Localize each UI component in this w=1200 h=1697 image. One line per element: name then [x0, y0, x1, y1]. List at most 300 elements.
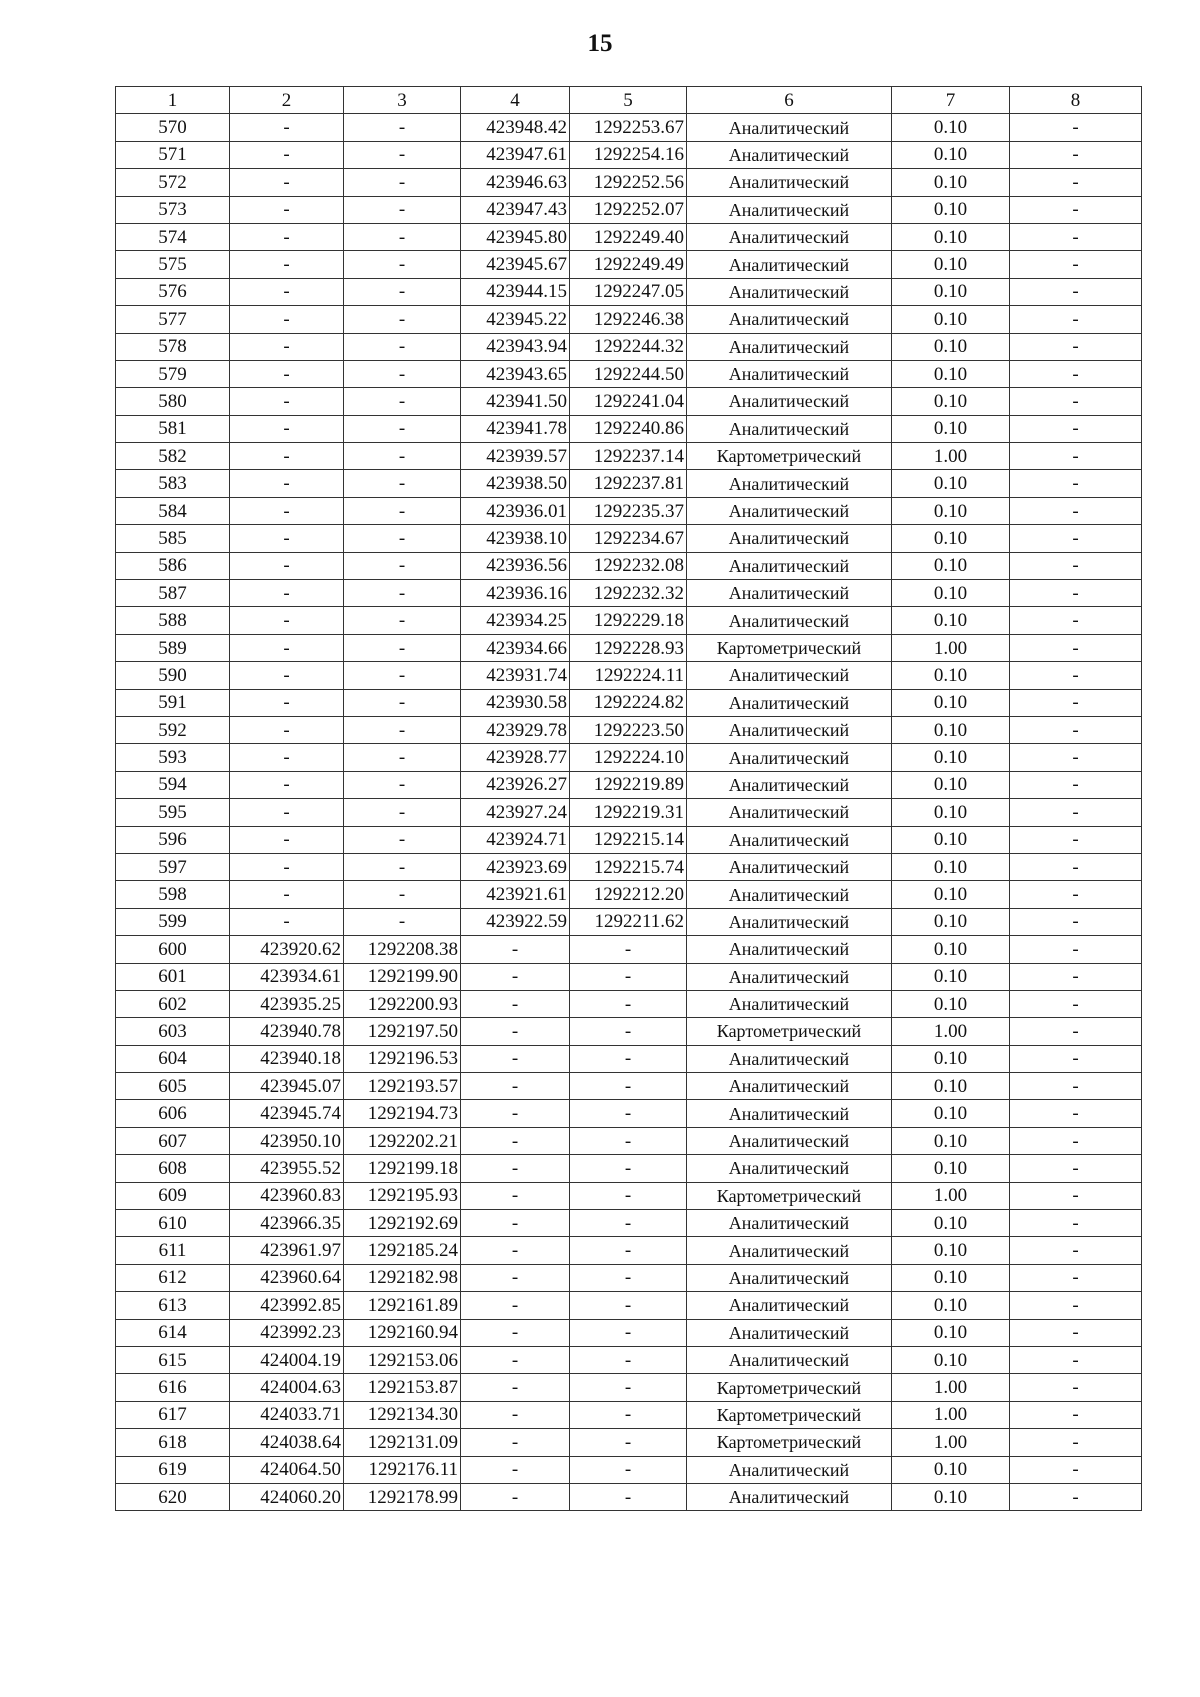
method-cell: Картометрический [687, 1429, 892, 1456]
new-x-cell: 423931.74 [461, 662, 570, 689]
new-x-cell: - [461, 990, 570, 1017]
existing-x-cell: - [230, 771, 344, 798]
method-cell: Аналитический [687, 388, 892, 415]
existing-y-cell: 1292185.24 [344, 1237, 461, 1264]
new-y-cell: 1292252.07 [570, 196, 687, 223]
method-cell: Аналитический [687, 744, 892, 771]
accuracy-cell: 0.10 [892, 1210, 1010, 1237]
existing-x-cell: - [230, 716, 344, 743]
accuracy-cell: 0.10 [892, 881, 1010, 908]
new-x-cell: - [461, 1100, 570, 1127]
new-x-cell: - [461, 1210, 570, 1237]
existing-y-cell: - [344, 662, 461, 689]
column-header-4: 4 [461, 87, 570, 114]
accuracy-cell: 0.10 [892, 306, 1010, 333]
existing-y-cell: - [344, 141, 461, 168]
table-row [116, 1073, 1142, 1100]
existing-x-cell: - [230, 662, 344, 689]
table-row [116, 580, 1142, 607]
accuracy-cell: 0.10 [892, 1045, 1010, 1072]
new-y-cell: - [570, 1018, 687, 1045]
existing-x-cell: 424033.71 [230, 1401, 344, 1428]
accuracy-cell: 0.10 [892, 990, 1010, 1017]
description-cell: - [1010, 662, 1142, 689]
existing-x-cell: 423966.35 [230, 1210, 344, 1237]
point-number-cell: 582 [116, 443, 230, 470]
point-number-cell: 604 [116, 1045, 230, 1072]
description-cell: - [1010, 963, 1142, 990]
method-cell: Аналитический [687, 1346, 892, 1373]
point-number-cell: 603 [116, 1018, 230, 1045]
table-row [116, 799, 1142, 826]
method-cell: Аналитический [687, 771, 892, 798]
description-cell: - [1010, 1155, 1142, 1182]
point-number-cell: 619 [116, 1456, 230, 1483]
description-cell: - [1010, 306, 1142, 333]
new-x-cell: - [461, 1127, 570, 1154]
table-row [116, 1264, 1142, 1291]
point-number-cell: 606 [116, 1100, 230, 1127]
accuracy-cell: 0.10 [892, 114, 1010, 141]
new-x-cell: - [461, 1319, 570, 1346]
method-cell: Аналитический [687, 936, 892, 963]
table-row [116, 689, 1142, 716]
point-number-cell: 574 [116, 223, 230, 250]
point-number-cell: 618 [116, 1429, 230, 1456]
accuracy-cell: 0.10 [892, 963, 1010, 990]
method-cell: Аналитический [687, 470, 892, 497]
point-number-cell: 588 [116, 607, 230, 634]
description-cell: - [1010, 881, 1142, 908]
new-y-cell: - [570, 1429, 687, 1456]
new-x-cell: 423926.27 [461, 771, 570, 798]
description-cell: - [1010, 1346, 1142, 1373]
description-cell: - [1010, 470, 1142, 497]
new-x-cell: 423948.42 [461, 114, 570, 141]
new-y-cell: 1292232.32 [570, 580, 687, 607]
new-y-cell: - [570, 1292, 687, 1319]
existing-y-cell: - [344, 388, 461, 415]
new-x-cell: 423936.01 [461, 497, 570, 524]
new-y-cell: - [570, 1182, 687, 1209]
existing-x-cell: - [230, 251, 344, 278]
description-cell: - [1010, 1319, 1142, 1346]
accuracy-cell: 1.00 [892, 1018, 1010, 1045]
point-number-cell: 576 [116, 278, 230, 305]
table-row [116, 196, 1142, 223]
existing-x-cell: - [230, 306, 344, 333]
existing-y-cell: - [344, 826, 461, 853]
new-x-cell: 423936.56 [461, 552, 570, 579]
method-cell: Картометрический [687, 1401, 892, 1428]
existing-x-cell: 423960.64 [230, 1264, 344, 1291]
existing-x-cell: - [230, 278, 344, 305]
new-x-cell: 423941.78 [461, 415, 570, 442]
description-cell: - [1010, 388, 1142, 415]
new-y-cell: 1292253.67 [570, 114, 687, 141]
new-y-cell: 1292247.05 [570, 278, 687, 305]
new-y-cell: - [570, 1237, 687, 1264]
point-number-cell: 590 [116, 662, 230, 689]
existing-y-cell: - [344, 306, 461, 333]
method-cell: Аналитический [687, 908, 892, 935]
description-cell: - [1010, 908, 1142, 935]
table-row [116, 1429, 1142, 1456]
new-x-cell: 423938.10 [461, 525, 570, 552]
existing-x-cell: 424004.19 [230, 1346, 344, 1373]
existing-x-cell: 423945.74 [230, 1100, 344, 1127]
new-x-cell: 423944.15 [461, 278, 570, 305]
description-cell: - [1010, 552, 1142, 579]
table-row [116, 278, 1142, 305]
new-y-cell: 1292235.37 [570, 497, 687, 524]
new-y-cell: - [570, 1210, 687, 1237]
new-y-cell: 1292237.81 [570, 470, 687, 497]
table-row [116, 360, 1142, 387]
accuracy-cell: 0.10 [892, 141, 1010, 168]
point-number-cell: 599 [116, 908, 230, 935]
accuracy-cell: 0.10 [892, 1264, 1010, 1291]
new-y-cell: 1292249.49 [570, 251, 687, 278]
existing-y-cell: - [344, 881, 461, 908]
table-row [116, 333, 1142, 360]
description-cell: - [1010, 826, 1142, 853]
new-x-cell: 423943.65 [461, 360, 570, 387]
existing-x-cell: - [230, 169, 344, 196]
table-row [116, 141, 1142, 168]
new-y-cell: 1292246.38 [570, 306, 687, 333]
description-cell: - [1010, 1483, 1142, 1510]
new-y-cell: 1292229.18 [570, 607, 687, 634]
table-row [116, 470, 1142, 497]
description-cell: - [1010, 497, 1142, 524]
method-cell: Аналитический [687, 552, 892, 579]
accuracy-cell: 0.10 [892, 607, 1010, 634]
existing-y-cell: - [344, 169, 461, 196]
existing-y-cell: 1292195.93 [344, 1182, 461, 1209]
existing-x-cell: - [230, 360, 344, 387]
new-x-cell: - [461, 1045, 570, 1072]
existing-x-cell: 423992.85 [230, 1292, 344, 1319]
point-number-cell: 593 [116, 744, 230, 771]
new-x-cell: 423938.50 [461, 470, 570, 497]
existing-x-cell: 423940.18 [230, 1045, 344, 1072]
existing-y-cell: - [344, 114, 461, 141]
accuracy-cell: 0.10 [892, 497, 1010, 524]
point-number-cell: 573 [116, 196, 230, 223]
table-row [116, 169, 1142, 196]
new-x-cell: - [461, 1483, 570, 1510]
description-cell: - [1010, 114, 1142, 141]
point-number-cell: 612 [116, 1264, 230, 1291]
new-y-cell: 1292249.40 [570, 223, 687, 250]
existing-x-cell: 423961.97 [230, 1237, 344, 1264]
accuracy-cell: 0.10 [892, 1483, 1010, 1510]
new-x-cell: 423945.22 [461, 306, 570, 333]
method-cell: Аналитический [687, 990, 892, 1017]
description-cell: - [1010, 1045, 1142, 1072]
new-y-cell: 1292244.50 [570, 360, 687, 387]
accuracy-cell: 0.10 [892, 1237, 1010, 1264]
column-header-8: 8 [1010, 87, 1142, 114]
description-cell: - [1010, 415, 1142, 442]
existing-x-cell: 424038.64 [230, 1429, 344, 1456]
new-y-cell: - [570, 1319, 687, 1346]
existing-y-cell: - [344, 525, 461, 552]
table-row [116, 1237, 1142, 1264]
new-y-cell: - [570, 1264, 687, 1291]
existing-x-cell: - [230, 223, 344, 250]
existing-x-cell: - [230, 333, 344, 360]
table-row [116, 744, 1142, 771]
new-y-cell: 1292215.74 [570, 853, 687, 880]
point-number-cell: 600 [116, 936, 230, 963]
accuracy-cell: 0.10 [892, 936, 1010, 963]
existing-x-cell: 423935.25 [230, 990, 344, 1017]
existing-y-cell: 1292197.50 [344, 1018, 461, 1045]
new-x-cell: - [461, 1346, 570, 1373]
new-x-cell: 423945.67 [461, 251, 570, 278]
new-y-cell: - [570, 1127, 687, 1154]
existing-x-cell: - [230, 607, 344, 634]
method-cell: Аналитический [687, 1237, 892, 1264]
point-number-cell: 616 [116, 1374, 230, 1401]
method-cell: Аналитический [687, 360, 892, 387]
new-x-cell: - [461, 963, 570, 990]
new-x-cell: 423924.71 [461, 826, 570, 853]
existing-x-cell: - [230, 634, 344, 661]
existing-y-cell: 1292196.53 [344, 1045, 461, 1072]
new-x-cell: 423929.78 [461, 716, 570, 743]
existing-y-cell: 1292208.38 [344, 936, 461, 963]
accuracy-cell: 0.10 [892, 1456, 1010, 1483]
column-header-5: 5 [570, 87, 687, 114]
method-cell: Аналитический [687, 114, 892, 141]
description-cell: - [1010, 1292, 1142, 1319]
existing-x-cell: - [230, 689, 344, 716]
existing-x-cell: 423945.07 [230, 1073, 344, 1100]
table-row [116, 114, 1142, 141]
accuracy-cell: 0.10 [892, 662, 1010, 689]
table-row [116, 662, 1142, 689]
existing-y-cell: 1292199.18 [344, 1155, 461, 1182]
accuracy-cell: 0.10 [892, 716, 1010, 743]
existing-x-cell: - [230, 744, 344, 771]
new-y-cell: - [570, 1073, 687, 1100]
existing-y-cell: - [344, 196, 461, 223]
method-cell: Картометрический [687, 1374, 892, 1401]
column-header-3: 3 [344, 87, 461, 114]
point-number-cell: 587 [116, 580, 230, 607]
description-cell: - [1010, 1073, 1142, 1100]
existing-y-cell: - [344, 552, 461, 579]
table-row [116, 1456, 1142, 1483]
existing-y-cell: 1292194.73 [344, 1100, 461, 1127]
method-cell: Аналитический [687, 1319, 892, 1346]
point-number-cell: 617 [116, 1401, 230, 1428]
new-x-cell: - [461, 1429, 570, 1456]
existing-y-cell: - [344, 607, 461, 634]
description-cell: - [1010, 1127, 1142, 1154]
accuracy-cell: 0.10 [892, 799, 1010, 826]
method-cell: Аналитический [687, 607, 892, 634]
new-x-cell: - [461, 1182, 570, 1209]
description-cell: - [1010, 169, 1142, 196]
new-x-cell: 423947.43 [461, 196, 570, 223]
accuracy-cell: 0.10 [892, 1292, 1010, 1319]
new-y-cell: 1292219.89 [570, 771, 687, 798]
table-row [116, 552, 1142, 579]
existing-x-cell: 424004.63 [230, 1374, 344, 1401]
accuracy-cell: 0.10 [892, 388, 1010, 415]
method-cell: Аналитический [687, 1210, 892, 1237]
table-row [116, 415, 1142, 442]
existing-y-cell: - [344, 443, 461, 470]
method-cell: Аналитический [687, 716, 892, 743]
existing-y-cell: 1292192.69 [344, 1210, 461, 1237]
description-cell: - [1010, 360, 1142, 387]
table-row [116, 1210, 1142, 1237]
new-x-cell: - [461, 1374, 570, 1401]
new-y-cell: - [570, 990, 687, 1017]
existing-y-cell: - [344, 223, 461, 250]
description-cell: - [1010, 1264, 1142, 1291]
column-header-1: 1 [116, 87, 230, 114]
new-x-cell: 423947.61 [461, 141, 570, 168]
new-y-cell: 1292224.11 [570, 662, 687, 689]
existing-y-cell: - [344, 908, 461, 935]
point-number-cell: 605 [116, 1073, 230, 1100]
existing-y-cell: 1292134.30 [344, 1401, 461, 1428]
accuracy-cell: 1.00 [892, 1429, 1010, 1456]
new-y-cell: 1292234.67 [570, 525, 687, 552]
accuracy-cell: 0.10 [892, 525, 1010, 552]
new-y-cell: 1292224.82 [570, 689, 687, 716]
accuracy-cell: 0.10 [892, 196, 1010, 223]
existing-y-cell: - [344, 771, 461, 798]
accuracy-cell: 1.00 [892, 1401, 1010, 1428]
description-cell: - [1010, 771, 1142, 798]
existing-x-cell: - [230, 497, 344, 524]
point-number-cell: 577 [116, 306, 230, 333]
description-cell: - [1010, 689, 1142, 716]
point-number-cell: 570 [116, 114, 230, 141]
new-x-cell: - [461, 1456, 570, 1483]
method-cell: Аналитический [687, 1155, 892, 1182]
method-cell: Аналитический [687, 963, 892, 990]
new-y-cell: - [570, 1155, 687, 1182]
page-number: 15 [587, 30, 613, 57]
table-row [116, 634, 1142, 661]
description-cell: - [1010, 223, 1142, 250]
new-y-cell: - [570, 1374, 687, 1401]
new-y-cell: 1292237.14 [570, 443, 687, 470]
description-cell: - [1010, 716, 1142, 743]
table-row [116, 525, 1142, 552]
existing-x-cell: - [230, 443, 344, 470]
existing-y-cell: - [344, 689, 461, 716]
existing-y-cell: - [344, 333, 461, 360]
existing-y-cell: 1292153.87 [344, 1374, 461, 1401]
new-y-cell: - [570, 1346, 687, 1373]
new-x-cell: 423921.61 [461, 881, 570, 908]
method-cell: Аналитический [687, 223, 892, 250]
point-number-cell: 583 [116, 470, 230, 497]
accuracy-cell: 1.00 [892, 1182, 1010, 1209]
point-number-cell: 615 [116, 1346, 230, 1373]
description-cell: - [1010, 799, 1142, 826]
existing-x-cell: 423934.61 [230, 963, 344, 990]
column-header-2: 2 [230, 87, 344, 114]
existing-y-cell: 1292202.21 [344, 1127, 461, 1154]
existing-y-cell: 1292200.93 [344, 990, 461, 1017]
new-y-cell: 1292211.62 [570, 908, 687, 935]
table-row [116, 1292, 1142, 1319]
existing-x-cell: 424064.50 [230, 1456, 344, 1483]
existing-y-cell: 1292161.89 [344, 1292, 461, 1319]
existing-y-cell: - [344, 634, 461, 661]
accuracy-cell: 1.00 [892, 443, 1010, 470]
existing-y-cell: - [344, 580, 461, 607]
method-cell: Аналитический [687, 1100, 892, 1127]
description-cell: - [1010, 634, 1142, 661]
existing-y-cell: - [344, 251, 461, 278]
accuracy-cell: 0.10 [892, 470, 1010, 497]
accuracy-cell: 0.10 [892, 278, 1010, 305]
description-cell: - [1010, 936, 1142, 963]
accuracy-cell: 0.10 [892, 689, 1010, 716]
description-cell: - [1010, 141, 1142, 168]
existing-x-cell: 424060.20 [230, 1483, 344, 1510]
accuracy-cell: 0.10 [892, 1127, 1010, 1154]
new-x-cell: - [461, 936, 570, 963]
existing-y-cell: - [344, 415, 461, 442]
method-cell: Аналитический [687, 826, 892, 853]
point-number-cell: 591 [116, 689, 230, 716]
new-y-cell: - [570, 963, 687, 990]
existing-y-cell: 1292199.90 [344, 963, 461, 990]
existing-x-cell: 423960.83 [230, 1182, 344, 1209]
table-row [116, 607, 1142, 634]
point-number-cell: 586 [116, 552, 230, 579]
new-y-cell: 1292215.14 [570, 826, 687, 853]
point-number-cell: 602 [116, 990, 230, 1017]
existing-x-cell: - [230, 853, 344, 880]
existing-y-cell: 1292153.06 [344, 1346, 461, 1373]
accuracy-cell: 1.00 [892, 1374, 1010, 1401]
table-row [116, 497, 1142, 524]
table-row [116, 1155, 1142, 1182]
table-row [116, 1374, 1142, 1401]
description-cell: - [1010, 1210, 1142, 1237]
coordinates-table [115, 86, 1142, 1511]
new-x-cell: 423936.16 [461, 580, 570, 607]
point-number-cell: 608 [116, 1155, 230, 1182]
point-number-cell: 610 [116, 1210, 230, 1237]
new-x-cell: - [461, 1155, 570, 1182]
table-row [116, 1018, 1142, 1045]
table-row [116, 771, 1142, 798]
table-row [116, 716, 1142, 743]
column-header-6: 6 [687, 87, 892, 114]
new-x-cell: 423930.58 [461, 689, 570, 716]
description-cell: - [1010, 1100, 1142, 1127]
description-cell: - [1010, 990, 1142, 1017]
existing-x-cell: - [230, 826, 344, 853]
description-cell: - [1010, 251, 1142, 278]
new-y-cell: - [570, 1401, 687, 1428]
new-y-cell: - [570, 1483, 687, 1510]
